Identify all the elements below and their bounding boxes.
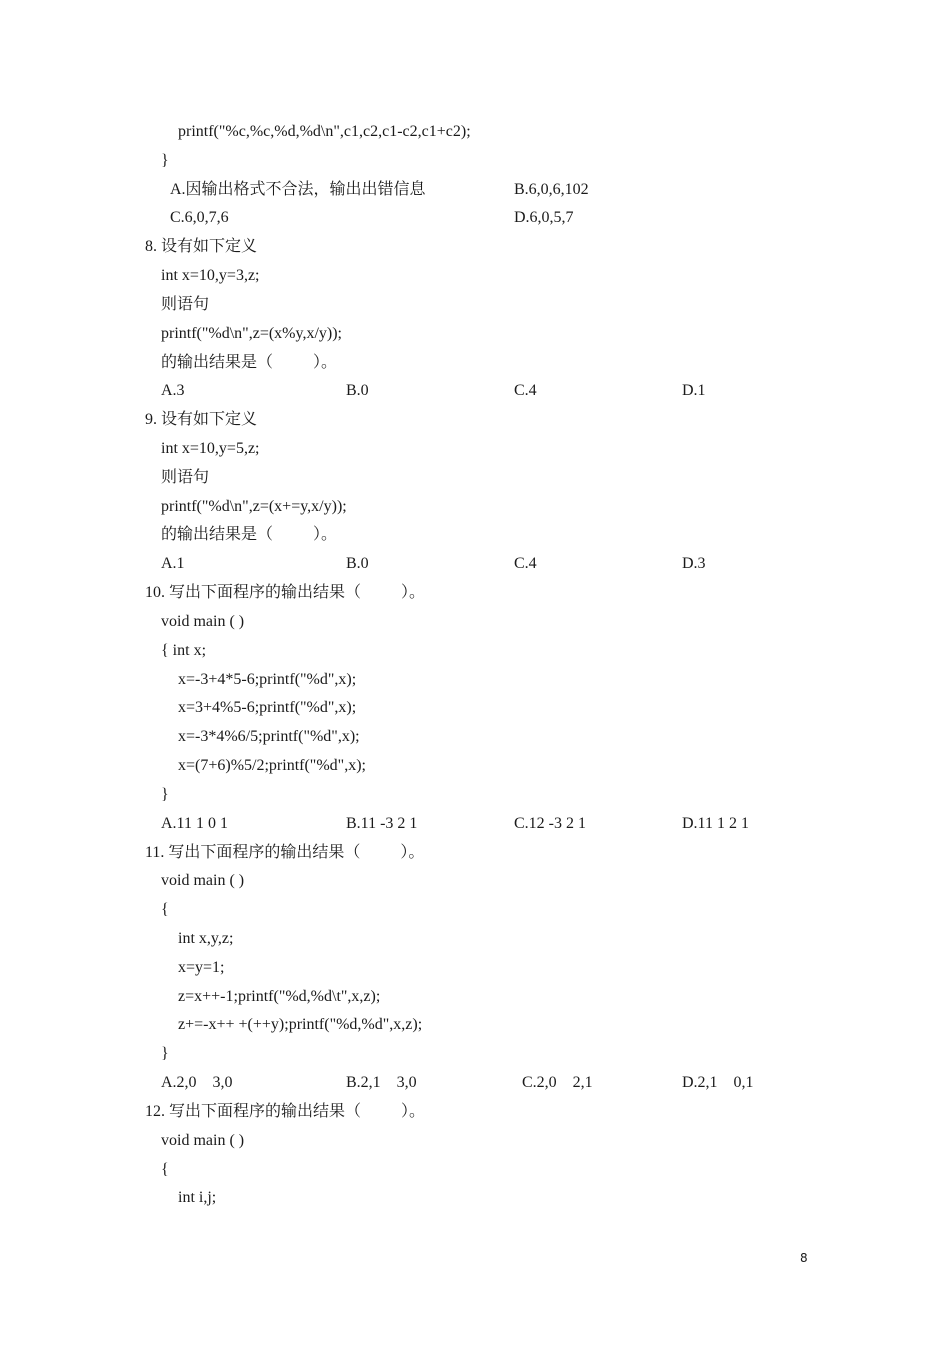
code-line: {	[161, 1161, 169, 1178]
code-line: int i,j;	[178, 1189, 217, 1206]
statement-label: 则语句	[161, 469, 210, 486]
question-heading: 12. 写出下面程序的输出结果（ ）。	[145, 1103, 426, 1120]
code-line: void main ( )	[161, 872, 245, 889]
option-a: A.1	[161, 555, 185, 572]
code-line: }	[161, 786, 169, 803]
question-prompt: 的输出结果是（ ）。	[161, 354, 338, 371]
option-b: B.2,1 3,0	[346, 1074, 417, 1091]
option-c: C.6,0,7,6	[170, 209, 229, 226]
code-line: x=(7+6)%5/2;printf("%d",x);	[178, 757, 366, 774]
option-d: D.6,0,5,7	[514, 209, 574, 226]
option-c: C.2,0 2,1	[522, 1074, 593, 1091]
option-a: A.11 1 0 1	[161, 815, 228, 832]
code-line: z+=-x++ +(++y);printf("%d,%d",x,z);	[178, 1016, 423, 1033]
option-d: D.3	[682, 555, 706, 572]
code-line: int x=10,y=5,z;	[161, 440, 260, 457]
code-line: void main ( )	[161, 1132, 245, 1149]
question-heading: 11. 写出下面程序的输出结果（ ）。	[145, 844, 425, 861]
question-heading: 8. 设有如下定义	[145, 238, 258, 255]
code-line: x=3+4%5-6;printf("%d",x);	[178, 699, 357, 716]
page-number: 8	[800, 1251, 808, 1265]
option-b: B.6,0,6,102	[514, 181, 589, 198]
option-b: B.0	[346, 382, 369, 399]
code-line: { int x;	[161, 642, 207, 659]
option-c: C.4	[514, 382, 537, 399]
option-b: B.0	[346, 555, 369, 572]
question-prompt: 的输出结果是（ ）。	[161, 526, 338, 543]
code-line: int x=10,y=3,z;	[161, 267, 260, 284]
code-line: x=-3*4%6/5;printf("%d",x);	[178, 728, 360, 745]
question-heading: 10. 写出下面程序的输出结果（ ）。	[145, 584, 426, 601]
option-d: D.2,1 0,1	[682, 1074, 754, 1091]
question-heading: 9. 设有如下定义	[145, 411, 258, 428]
statement-label: 则语句	[161, 296, 210, 313]
option-d: D.11 1 2 1	[682, 815, 749, 832]
option-b: B.11 -3 2 1	[346, 815, 418, 832]
option-c: C.12 -3 2 1	[514, 815, 586, 832]
code-line: printf("%c,%c,%d,%d\n",c1,c2,c1-c2,c1+c2);	[178, 123, 471, 140]
option-a: A.2,0 3,0	[161, 1074, 233, 1091]
option-a: A.3	[161, 382, 185, 399]
option-a: A.因输出格式不合法，输出出错信息	[170, 181, 426, 198]
code-line: x=-3+4*5-6;printf("%d",x);	[178, 671, 357, 688]
code-line: printf("%d\n",z=(x%y,x/y));	[161, 325, 342, 342]
option-c: C.4	[514, 555, 537, 572]
code-line: {	[161, 901, 169, 918]
code-line: void main ( )	[161, 613, 245, 630]
code-line: z=x++-1;printf("%d,%d\t",x,z);	[178, 988, 381, 1005]
code-line: x=y=1;	[178, 959, 225, 976]
option-d: D.1	[682, 382, 706, 399]
code-line: printf("%d\n",z=(x+=y,x/y));	[161, 498, 347, 515]
code-line: }	[161, 152, 169, 169]
code-line: }	[161, 1045, 169, 1062]
code-line: int x,y,z;	[178, 930, 234, 947]
